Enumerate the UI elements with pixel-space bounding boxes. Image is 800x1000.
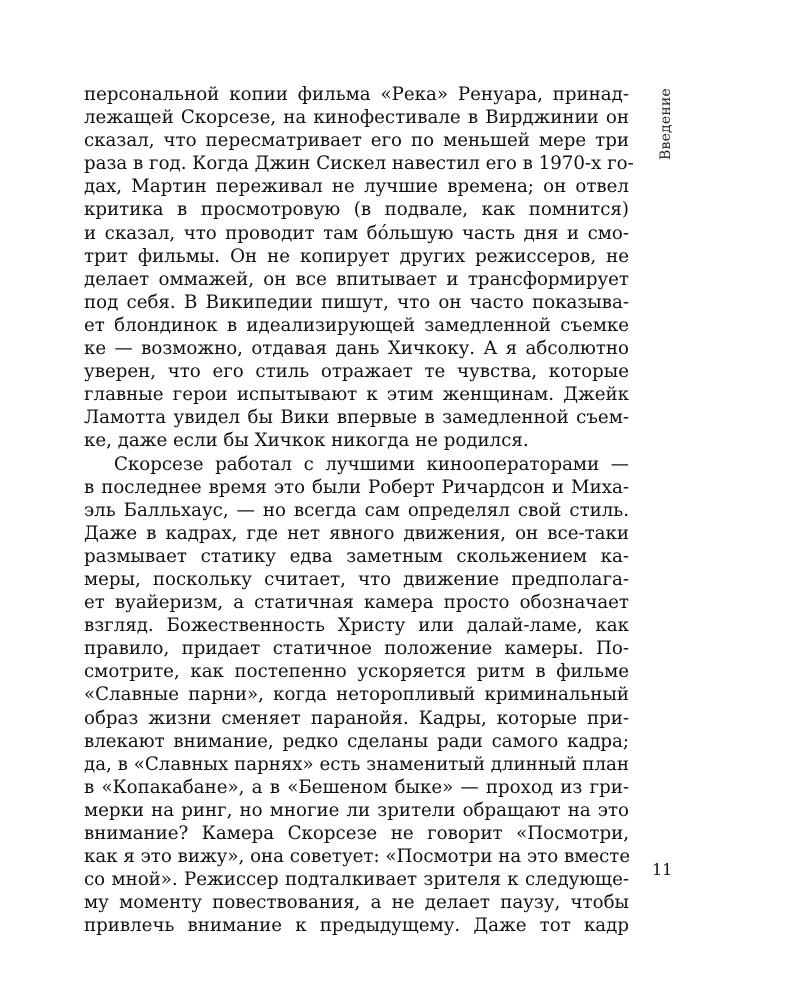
text-line: Ламотта увидел бы Вики впервые в замедленной съем- <box>84 407 629 429</box>
text-line: взгляд. Божественность Христу или далай-ламе, как <box>84 615 629 637</box>
text-line: делает оммажей, он все впитывает и трансформирует <box>84 268 629 290</box>
text-line: со мной». Режиссер подталкивает зрителя к следующе- <box>84 869 629 891</box>
text-line: ет блондинок в идеализирующей замедленной съемке <box>84 314 629 336</box>
text-line: под себя. В Википедии пишут, что он часто показыва- <box>84 291 629 313</box>
text-line: персональной копии фильма «Река» Ренуара, принад- <box>84 84 629 105</box>
text-line: Даже в кадрах, где нет явного движения, он все-таки <box>84 522 629 544</box>
text-line: лежащей Скорсезе, на кинофестивале в Вирджинии он <box>84 107 629 129</box>
text-line: критика в просмотровую (в подвале, как помнится) <box>84 199 629 221</box>
text-line: трит фильмы. Он не копирует других режиссеров, не <box>84 245 629 267</box>
text-line: внимание? Камера Скорсезе не говорит «Посмотри, <box>84 823 629 844</box>
paragraph-end-line: ке, даже если бы Хичкок никогда не родился. <box>84 430 529 452</box>
running-head: Введение <box>658 88 674 160</box>
text-line: в последнее время это были Роберт Ричардсон и Миха- <box>84 476 629 498</box>
text-line: мерки на ринг, но многие ли зрители обращают на это <box>84 799 629 821</box>
text-line: меры, поскольку считает, что движение предполага- <box>84 568 629 590</box>
text-line: сказал, что пересматривает его по меньшей мере три <box>84 130 629 152</box>
text-line: да, в «Славных парнях» есть знаменитый длинный план <box>84 753 629 775</box>
text-line: дах, Мартин переживал не лучшие времена; он отвел <box>84 176 629 198</box>
text-line: влекают внимание, редко сделаны ради самого кадра; <box>84 730 629 752</box>
text-line: «Славные парни», когда неторопливый криминальный <box>84 684 629 706</box>
page-number: 11 <box>652 860 673 879</box>
text-line: правило, придает статичное положение камеры. По- <box>84 638 629 660</box>
text-line: ет вуайеризм, а статичная камера просто обозначает <box>84 592 629 614</box>
text-line: му моменту повествования, а не делает паузу, чтобы <box>84 892 629 914</box>
paragraph-first-line: Скорсезе работал с лучшими кинооператорами — <box>114 453 629 475</box>
text-line: раза в год. Когда Джин Сискел навестил его в 1970-х го- <box>84 153 634 175</box>
text-line: и сказал, что проводит там бóльшую часть дня и смо- <box>84 222 629 244</box>
text-line: образ жизни сменяет паранойя. Кадры, которые при- <box>84 707 629 729</box>
text-line: эль Балльхаус, — но всегда сам определял свой стиль. <box>84 499 629 521</box>
text-line: смотрите, как постепенно ускоряется ритм в фильме <box>84 661 629 683</box>
text-line: как я это вижу», она советует: «Посмотри на это вместе <box>84 846 631 868</box>
body-text <box>84 83 634 937</box>
text-line: уверен, что его стиль отражает те чувства, которые <box>84 361 629 383</box>
text-line: ке — возможно, отдавая дань Хичкоку. А я абсолютно <box>84 338 629 360</box>
text-line: привлечь внимание к предыдущему. Даже тот кадр <box>84 915 629 937</box>
text-line: в «Копакабане», а в «Бешеном быке» — проход из гри- <box>84 776 629 798</box>
text-line: главные герои испытывают к этим женщинам. Джейк <box>84 384 629 406</box>
text-line: размывает статику едва заметным скольжением ка- <box>84 545 629 567</box>
